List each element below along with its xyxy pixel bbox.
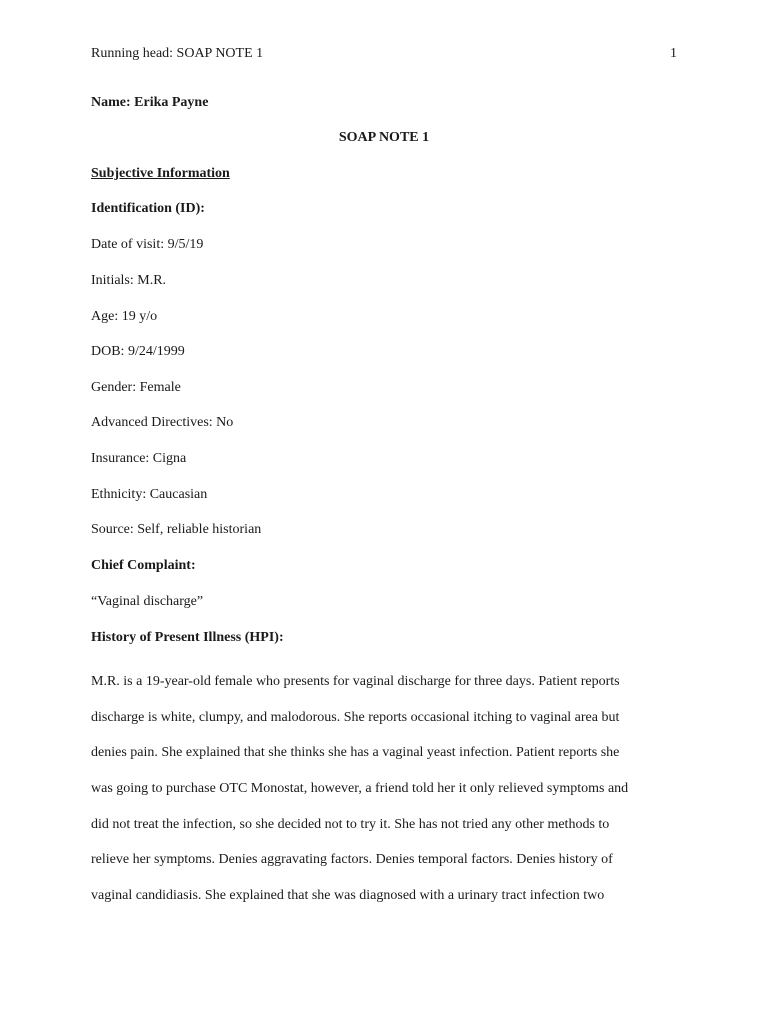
age: Age: 19 y/o	[91, 309, 158, 324]
source: Source: Self, reliable historian	[91, 522, 262, 537]
insurance: Insurance: Cigna	[91, 451, 187, 466]
hpi-paragraph	[91, 664, 681, 914]
hpi-line: denies pain. She explained that she thinks she has a vaginal yeast infection. Patient reports she	[91, 745, 620, 761]
chief-complaint: “Vaginal discharge”	[91, 594, 204, 609]
date-of-visit: Date of visit: 9/5/19	[91, 237, 204, 252]
student-name: Name: Erika Payne	[91, 95, 209, 110]
gender: Gender: Female	[91, 380, 181, 395]
ethnicity: Ethnicity: Caucasian	[91, 487, 208, 502]
subjective-heading: Subjective Information	[91, 166, 230, 181]
initials: Initials: M.R.	[91, 273, 167, 288]
hpi-line: was going to purchase OTC Monostat, however, a friend told her it only relieved symptoms and	[91, 781, 629, 797]
advanced-directives: Advanced Directives: No	[91, 415, 234, 430]
hpi-line: did not treat the infection, so she decided not to try it. She has not tried any other methods to	[91, 816, 610, 832]
hpi-line: discharge is white, clumpy, and malodorous. She reports occasional itching to vaginal area but	[91, 709, 620, 725]
hpi-heading: History of Present Illness (HPI):	[91, 630, 284, 645]
date-of-birth: DOB: 9/24/1999	[91, 344, 185, 359]
hpi-line: M.R. is a 19-year-old female who presents for vaginal discharge for three days. Patient reports	[91, 674, 620, 689]
hpi-line: vaginal candidiasis. She explained that she was diagnosed with a urinary tract infection two	[91, 888, 605, 904]
page-number: 1	[670, 46, 677, 61]
running-head: Running head: SOAP NOTE 1	[91, 46, 264, 61]
identification-heading: Identification (ID):	[91, 201, 205, 216]
hpi-line: relieve her symptoms. Denies aggravating factors. Denies temporal factors. Denies history of	[91, 852, 613, 868]
chief-complaint-heading: Chief Complaint:	[91, 558, 196, 573]
document-title: SOAP NOTE 1	[338, 130, 430, 145]
